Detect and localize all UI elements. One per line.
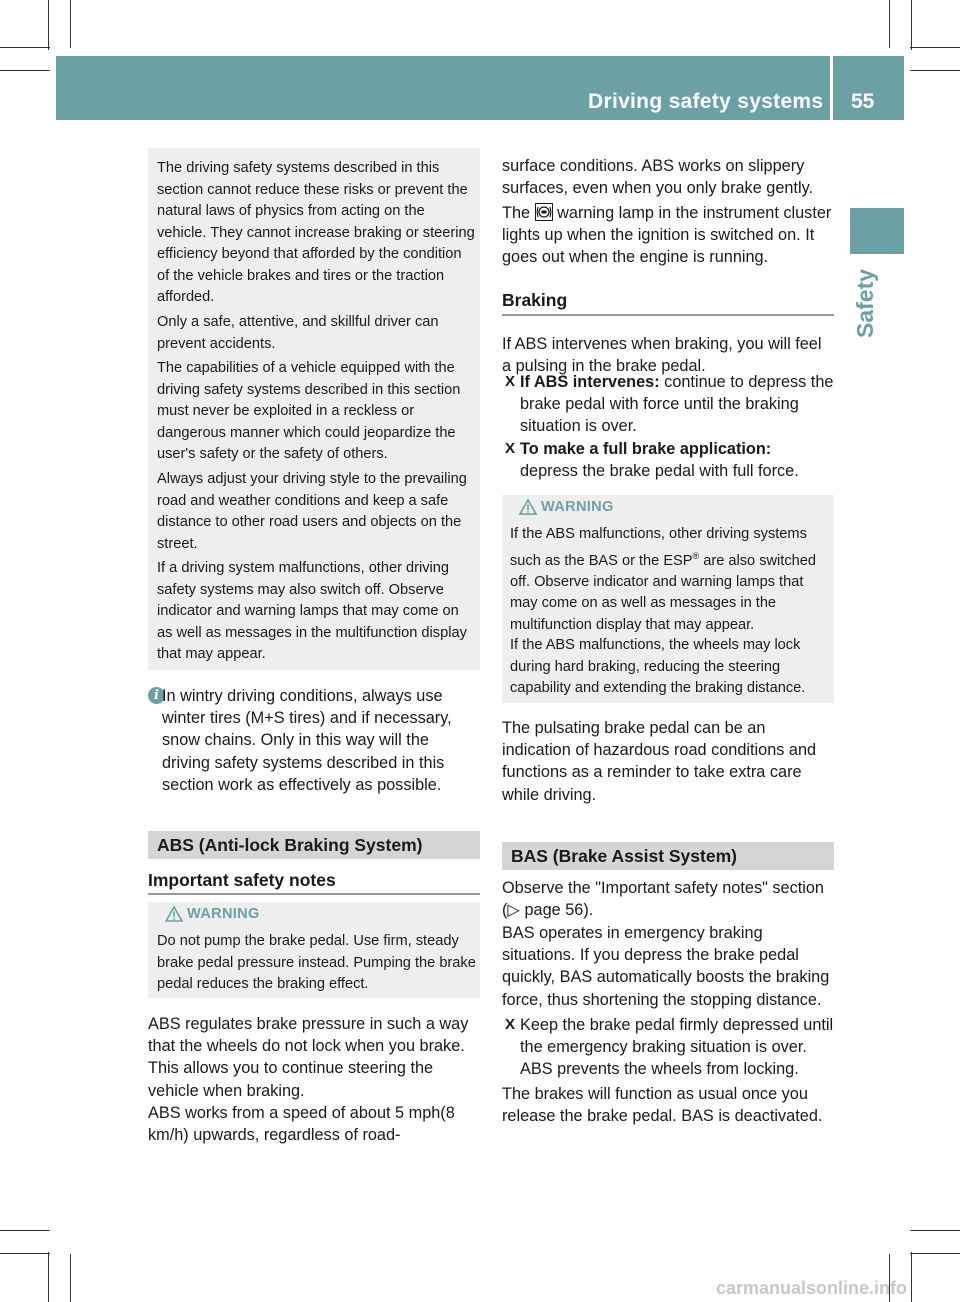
subheading-important-safety-notes: Important safety notes [148, 870, 336, 890]
registered-mark: ® [692, 550, 700, 561]
warning-text-part: are also switched off. Observe indicator and warning lamps that may come on as well as messages in the multifunction display that may appear. [510, 552, 816, 633]
warning-triangle-icon [519, 499, 537, 515]
subheading-braking: Braking [502, 290, 568, 310]
warning-text [510, 524, 832, 636]
page-number: 55 [851, 90, 875, 113]
box-paragraph: Always adjust your driving style to the prevailing road and weather conditions and keep a safe distance to other road users and objects on the street. [157, 471, 467, 552]
crop-mark [0, 1230, 50, 1231]
page-header-title: Driving safety systems [588, 90, 824, 113]
crop-mark [0, 70, 50, 71]
crop-mark [48, 0, 49, 50]
bas-paragraph: Observe the "Important safety notes" section (▷ page 56). [502, 879, 824, 920]
subheading-rule [502, 314, 834, 316]
lamp-paragraph [502, 202, 834, 269]
step-bold: If ABS intervenes: [520, 373, 660, 391]
step-bold: To make a full brake application: [520, 440, 772, 458]
crop-mark [48, 1252, 49, 1302]
lamp-text-pre: The [502, 204, 531, 222]
crop-mark [70, 1254, 71, 1302]
box-paragraph: The driving safety systems described in this section cannot reduce these risks or prevent the natural laws of physics from acting on the vehicle. They cannot increase braking or steering efficiency beyond that afforded by the condition of the vehicle brakes and tires or the traction afforded. [157, 160, 475, 305]
section-heading-abs: ABS (Anti-lock Braking System) [157, 835, 423, 855]
header-separator [830, 56, 833, 120]
warning-triangle-icon [165, 906, 183, 922]
pulsing-paragraph: The pulsating brake pedal can be an indication of hazardous road conditions and functions as a reminder to take extra care while driving. [502, 719, 817, 804]
lamp-text-post: warning lamp in the instrument cluster lights up when the ignition is switched on. It goes out when the engine is running. [502, 204, 832, 267]
crop-mark [910, 47, 960, 48]
braking-step [520, 438, 834, 482]
step-text: depress the brake pedal with full force. [520, 462, 799, 481]
warning-text-part: If the ABS malfunctions, other driving systems such as the BAS or the ESP [510, 526, 807, 569]
step-arrow-icon: X [505, 1016, 516, 1033]
warning-label: WARNING [541, 499, 614, 515]
abs-warning-lamp-icon [535, 203, 553, 221]
warning-text: Do not pump the brake pedal. Use firm, steady brake pedal pressure instead. Pumping the brake pedal reduces the braking effect. [157, 933, 476, 992]
box-paragraph: Only a safe, attentive, and skillful driver can prevent accidents. [157, 314, 439, 352]
section-tab-marker [850, 208, 904, 254]
step-text: continue to depress the brake pedal with force until the braking situation is over. [520, 373, 834, 436]
info-icon: i [148, 687, 165, 704]
footer-watermark[interactable]: carmanualsonline.info [716, 1278, 908, 1298]
bas-step: Keep the brake pedal firmly depressed until the emergency braking situation is over. ABS prevents the wheels from locking. [520, 1016, 834, 1079]
bas-paragraph: BAS operates in emergency braking situations. If you depress the brake pedal quickly, BAS automatically boosts the braking force, thus shortening the stopping distance. [502, 924, 830, 1009]
crop-mark [910, 70, 960, 71]
crop-mark [910, 1230, 960, 1231]
box-paragraph: The capabilities of a vehicle equipped with the driving safety systems described in this section must never be exploited in a reckless or dangerous manner which could jeopardize the user's safety or the safety of others. [157, 360, 461, 462]
crop-mark [911, 1252, 912, 1302]
braking-step [520, 371, 834, 438]
crop-mark [889, 0, 890, 48]
crop-mark [911, 0, 912, 50]
box-paragraph: If a driving system malfunctions, other driving safety systems may also switch off. Observe indicator and warning lamps that may come on as well as messages in the multifunction display that may appear. [157, 560, 467, 662]
crop-mark [0, 1253, 50, 1254]
crop-mark [0, 47, 50, 48]
abs-paragraph: ABS works from a speed of about 5 mph(8 km/h) upwards, regardless of road- [148, 1104, 455, 1145]
step-arrow-icon: X [505, 373, 516, 390]
continued-paragraph: surface conditions. ABS works on slippery surfaces, even when you only brake gently. [502, 157, 814, 198]
warning-label: WARNING [187, 906, 260, 922]
info-note: In wintry driving conditions, always use winter tires (M+S tires) and if necessary, snow chains. Only in this way will the driving safety systems described in this section work as effectively as possible. [162, 687, 452, 794]
bas-paragraph: The brakes will function as usual once you release the brake pedal. BAS is deactivated. [502, 1085, 823, 1126]
section-tab-label: Safety [852, 268, 878, 338]
warning-header [165, 906, 260, 922]
warning-text: If the ABS malfunctions, the wheels may lock during hard braking, reducing the steering capability and extending the braking distance. [510, 637, 806, 696]
crop-mark [70, 0, 71, 48]
step-arrow-icon: X [505, 440, 516, 457]
crop-mark [910, 1253, 960, 1254]
braking-paragraph: If ABS intervenes when braking, you will feel a pulsing in the brake pedal. [502, 335, 822, 376]
subheading-rule [148, 893, 480, 895]
section-heading-bas: BAS (Brake Assist System) [511, 846, 737, 866]
abs-paragraph: ABS regulates brake pressure in such a way that the wheels do not lock when you brake. This allows you to continue steering the vehicle when braking. [148, 1015, 469, 1100]
warning-header [519, 499, 614, 515]
